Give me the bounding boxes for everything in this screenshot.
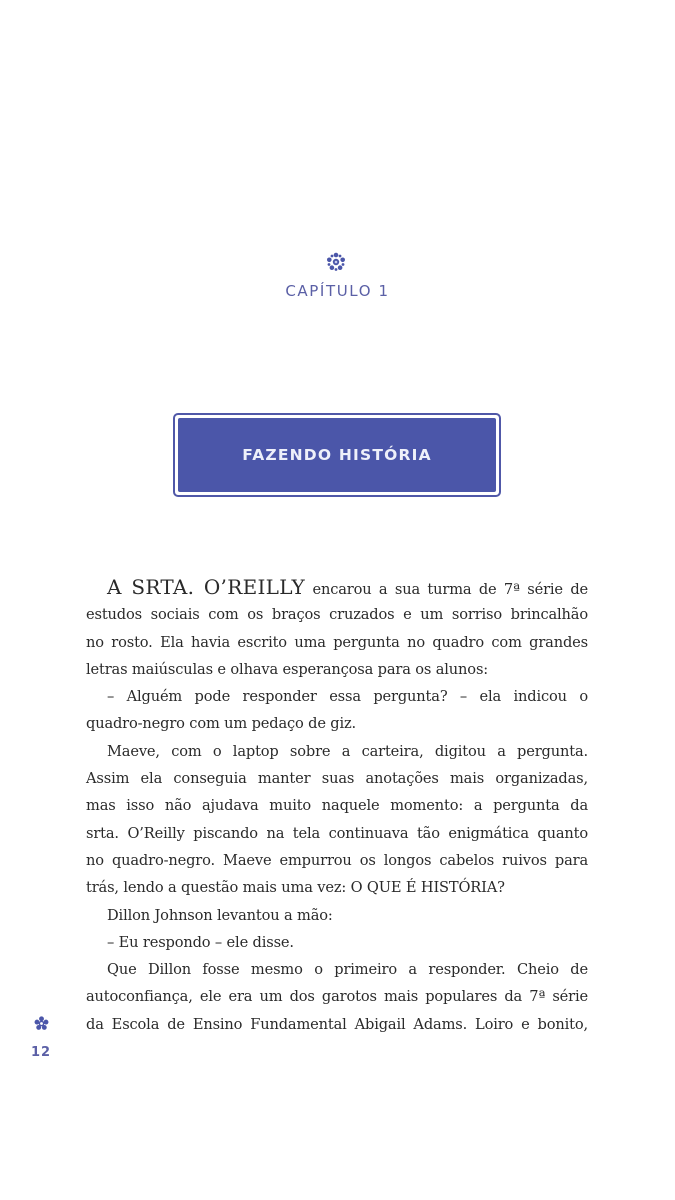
text-line: no rosto. Ela havia escrito uma pergunta no quadro com grandes xyxy=(86,633,588,651)
flower-ornament-icon xyxy=(34,1016,49,1031)
text-line: mas isso não ajudava muito naquele momento: a pergunta da xyxy=(86,797,588,815)
text-line: autoconfiança, ele era um dos garotos mais populares da 7ª série xyxy=(86,988,588,1006)
text-line: – Alguém pode responder essa pergunta? – ela indicou o xyxy=(107,688,588,706)
text-line: Que Dillon fosse mesmo o primeiro a responder. Cheio de xyxy=(107,961,588,979)
text-line: – Eu respondo – ele disse. xyxy=(107,933,294,951)
text-line: trás, lendo a questão mais uma vez: O QUE É HISTÓRIA? xyxy=(86,879,505,897)
chapter-label: CAPÍTULO 1 xyxy=(285,282,390,300)
lead-caps: A SRTA. O’REILLY xyxy=(107,575,306,599)
text-line: estudos sociais com os braços cruzados e um sorriso brincalhão xyxy=(86,606,588,624)
text-line: Maeve, com o laptop sobre a carteira, digitou a pergunta. xyxy=(107,742,588,760)
chapter-body xyxy=(86,574,588,1038)
text-line: Assim ela conseguia manter suas anotações mais organizadas, xyxy=(86,770,588,788)
text-line: Dillon Johnson levantou a mão: xyxy=(107,906,333,924)
page-number: 12 xyxy=(31,1045,52,1060)
text-line: srta. O’Reilly piscando na tela continuava tão enigmática quanto xyxy=(86,824,588,842)
chapter-title: FAZENDO HISTÓRIA xyxy=(242,446,432,464)
chapter-title-background xyxy=(178,418,496,492)
chapter-title-box xyxy=(173,413,501,497)
text-line: quadro-negro com um pedaço de giz. xyxy=(86,715,357,733)
flower-ornament-icon xyxy=(325,251,347,273)
text-line: no quadro-negro. Maeve empurrou os longos cabelos ruivos para xyxy=(86,851,588,869)
text-line: da Escola de Ensino Fundamental Abigail Adams. Loiro e bonito, xyxy=(86,1015,588,1033)
text-line-content: encarou a sua turma de 7ª série de xyxy=(305,581,588,598)
text-line xyxy=(86,574,588,601)
text-line: letras maiúsculas e olhava esperançosa para os alunos: xyxy=(86,660,489,678)
